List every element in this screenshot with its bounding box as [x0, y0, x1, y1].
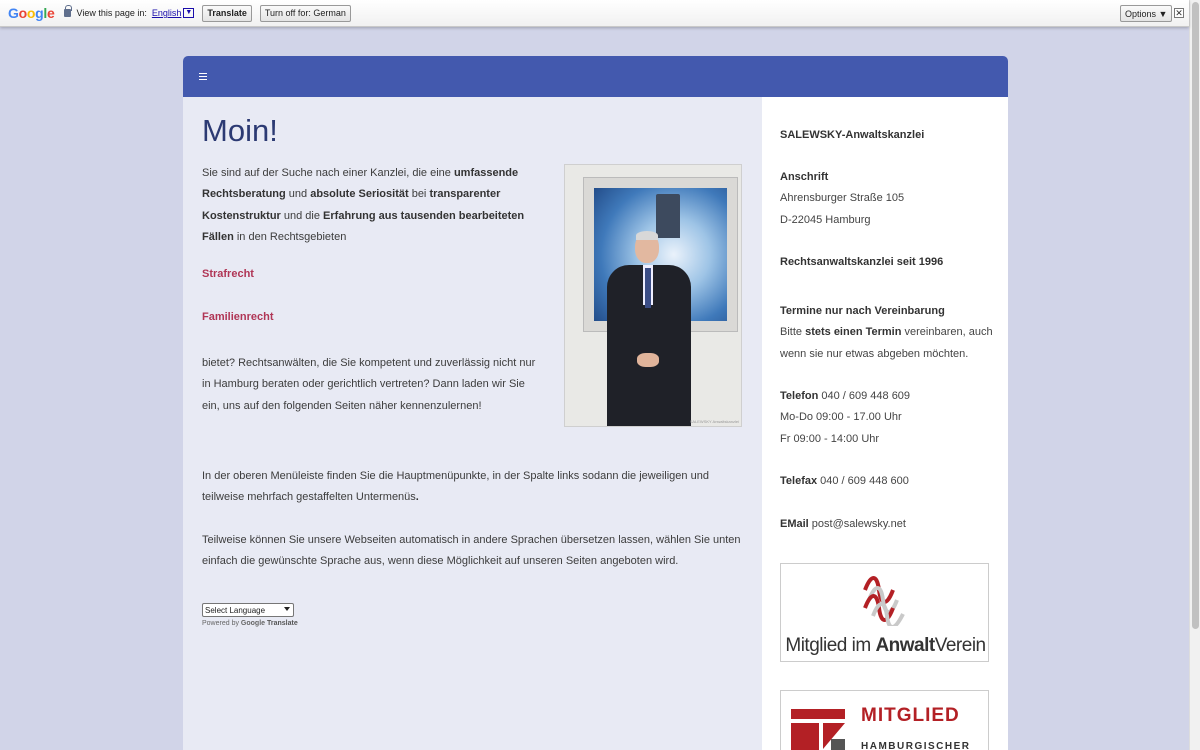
top-navbar — [183, 56, 1008, 97]
appointment-block: Termine nur nach Vereinbarung Bitte stets einen Termin vereinbaren, auch wenn sie nur etwas abgeben möchten. — [780, 305, 993, 360]
scrollbar[interactable] — [1189, 0, 1200, 750]
turn-off-button[interactable]: Turn off for: German — [260, 5, 351, 22]
sidebar — [762, 97, 1008, 750]
view-page-text: View this page in: — [76, 8, 147, 18]
lawyer-photo — [564, 164, 742, 427]
anwaltverein-badge[interactable] — [780, 563, 989, 662]
phone-number[interactable]: 040 / 609 448 609 — [818, 390, 911, 402]
firm-name: SALEWSKY-Anwaltskanzlei — [780, 129, 925, 141]
chevron-down-icon — [284, 607, 290, 611]
email-link[interactable]: post@salewsky.net — [808, 518, 906, 530]
email-block: EMail post@salewsky.net — [780, 518, 906, 530]
translate-button[interactable]: Translate — [202, 5, 252, 22]
anwaltverein-text: Mitglied im AnwaltVerein — [785, 635, 986, 656]
page-title: Moin! — [202, 113, 278, 148]
hav-title: MITGLIED — [861, 705, 960, 726]
options-button[interactable]: Options ▼ — [1120, 5, 1172, 22]
google-logo: Google — [8, 5, 55, 21]
law-area-familienrecht[interactable]: Familienrecht — [202, 311, 274, 323]
page-container — [183, 56, 1008, 750]
powered-by-google-translate[interactable]: Powered by Google Translate — [202, 620, 298, 627]
intro-text: in den Rechtsgebieten — [233, 230, 347, 243]
intro-highlight: Erfahrung aus tausenden bearbeiteten Fällen — [202, 209, 525, 243]
language-link[interactable]: English — [151, 8, 182, 18]
chevron-down-icon[interactable]: ▼ — [185, 9, 193, 16]
intro-text: und — [285, 188, 311, 201]
hav-subtitle: HAMBURGISCHER — [861, 741, 971, 750]
phone-block: Telefon 040 / 609 448 609 Mo-Do 09:00 - 17.00 Uhr Fr 09:00 - 14:00 Uhr — [780, 390, 911, 445]
hamburgischer-anwaltverein-badge[interactable] — [780, 690, 989, 750]
invitation-paragraph: bietet? Rechtsanwälten, die Sie kompetent und zuverlässig nicht nur in Hamburg beraten oder gerichtlich vertreten? Dann laden wir Sie ein, uns auf den folgenden Seiten näher kennenzulernen! — [202, 357, 536, 412]
scrollbar-thumb[interactable] — [1192, 2, 1199, 629]
intro-text: Sie sind auf der Suche nach einer Kanzlei, die eine — [202, 167, 454, 179]
close-icon[interactable]: ✕ — [1175, 8, 1183, 18]
hamburger-menu-icon[interactable] — [199, 73, 207, 80]
menu-info-paragraph: In der oberen Menüleiste finden Sie die Hauptmenüpunkte, in der Spalte links sodann die jeweiligen und teilweise mehrfach gestaffelten Untermenüs. — [202, 470, 709, 504]
anwaltverein-logo-icon — [861, 570, 907, 626]
hav-logo-icon — [791, 709, 847, 750]
lock-icon — [64, 9, 71, 17]
intro-paragraph — [202, 163, 527, 248]
intro-text: bei — [408, 188, 430, 201]
photo-credit: SALEWSKY Anwaltskanzlei — [689, 419, 739, 424]
translation-info-paragraph: Teilweise können Sie unsere Webseiten automatisch in andere Sprachen übersetzen lassen, wählen Sie unten einfach die gewünschte Sprache aus, wenn diese Möglichkeit auf unseren Seiten angeboten wird. — [202, 534, 741, 568]
intro-highlight: transparenter Kostenstruktur — [202, 188, 501, 222]
language-select[interactable]: Select Language — [202, 603, 294, 617]
intro-highlight: absolute Seriosität — [310, 188, 409, 201]
address-block: Anschrift Ahrensburger Straße 105 D-22045 Hamburg — [780, 171, 905, 226]
intro-highlight: umfassende Rechtsberatung — [202, 167, 519, 201]
since-text: Rechtsanwaltskanzlei seit 1996 — [780, 256, 944, 268]
fax-block: Telefax 040 / 609 448 600 — [780, 475, 909, 487]
main-content — [183, 97, 762, 750]
google-translate-bar — [0, 0, 1189, 27]
law-area-strafrecht[interactable]: Strafrecht — [202, 268, 254, 280]
intro-text: und die — [280, 209, 324, 222]
